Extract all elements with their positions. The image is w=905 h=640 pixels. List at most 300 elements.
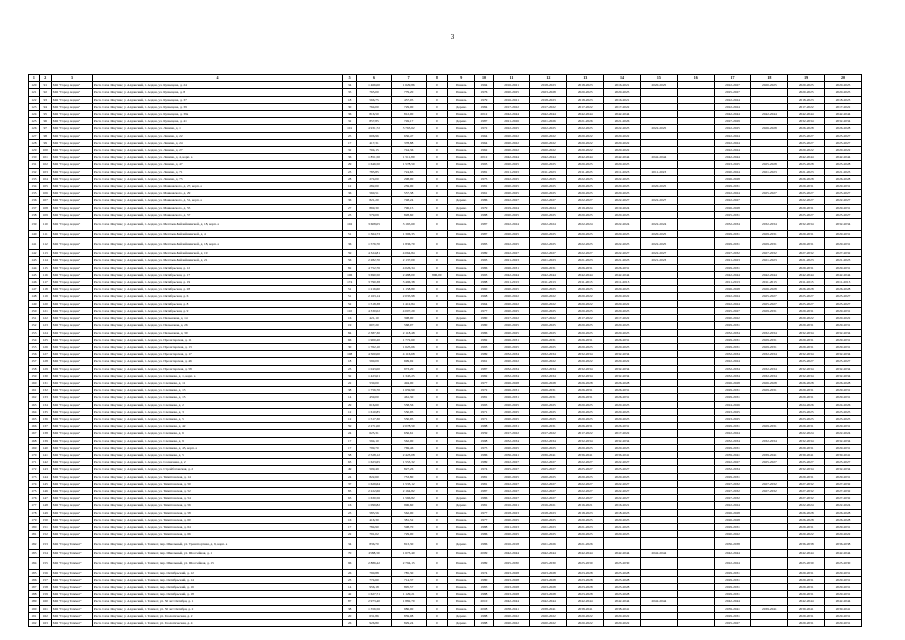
table-cell: 2020-2022 [825, 315, 862, 322]
table-cell: Респ. Саха /Якутия/, у. Алданский, г. Алдан, ул. Пальмовая, д. 26 [92, 322, 342, 329]
table-cell: 2026-2031 [530, 264, 567, 271]
table-cell: 0 [426, 175, 448, 182]
table-cell [677, 372, 714, 379]
table-cell: 2029-2031 [751, 336, 788, 343]
table-cell: 2025-2027 [788, 293, 825, 300]
table-cell: 2042-2044 [751, 111, 788, 118]
table-cell: 38 [343, 387, 357, 394]
table-cell: Панель [448, 307, 475, 314]
table-cell: 156 [29, 351, 40, 358]
table-cell [751, 516, 788, 523]
table-cell: 2042-2044 [567, 598, 604, 605]
table-cell: МО "Город Алдан" [51, 401, 92, 408]
table-cell [677, 569, 714, 576]
table-cell: 2026-2031 [530, 336, 567, 343]
table-cell [640, 161, 677, 168]
table-cell: 176 [29, 495, 40, 502]
table-cell: 2026-2028 [714, 286, 751, 293]
table-cell: 2026-2031 [604, 394, 641, 401]
table-cell: 2029-2031 [714, 264, 751, 271]
table-cell: 2 271,00 [357, 423, 392, 430]
table-cell: 2029-2031 [788, 394, 825, 401]
table-cell: 1 099,82 [357, 502, 392, 509]
table-cell: 2022-2025 [530, 238, 567, 250]
table-cell: 1 518,38 [357, 300, 392, 307]
table-row [29, 336, 862, 343]
table-cell: 2020-2025 [567, 408, 604, 415]
table-cell: 2020-2022 [567, 293, 604, 300]
table-cell: 1 511,80 [391, 154, 426, 161]
table-cell: 2020-2022 [567, 620, 604, 627]
table-cell: 2026-2028 [788, 509, 825, 516]
table-cell: МО "Город Алдан" [51, 264, 92, 271]
table-cell: Дерево [448, 495, 475, 502]
table-cell [751, 154, 788, 161]
table-cell: 2021-2026 [604, 118, 641, 125]
table-cell: 1977 [475, 516, 493, 523]
table-cell: 1994 [475, 82, 493, 89]
table-cell: 2039-2041 [714, 451, 751, 458]
table-cell: 2020-2025 [604, 190, 641, 197]
table-cell: 2029-2031 [714, 238, 751, 250]
table-cell: 2029-2031 [788, 343, 825, 350]
table-cell: 2027-2032 [714, 495, 751, 502]
table-cell: 0 [426, 598, 448, 605]
table-cell: 2042-2044 [530, 154, 567, 161]
table-cell [640, 351, 677, 358]
table-cell: Респ. Саха /Якутия/, у. Алданский, г. Алдан, ул. Октябрьская, д. 8 [92, 300, 342, 307]
table-cell [640, 451, 677, 458]
table-cell: Панель [448, 111, 475, 118]
table-cell: 1989 [475, 250, 493, 257]
table-cell: 2011-2023 [567, 168, 604, 175]
table-cell: МО "Город Алдан" [51, 509, 92, 516]
table-cell: 2020-2025 [567, 161, 604, 168]
table-cell [677, 358, 714, 365]
table-cell: 1 882,70 [391, 598, 426, 605]
table-row [29, 576, 862, 583]
table-cell: 1982 [475, 336, 493, 343]
table-cell: 2020-2025 [530, 329, 567, 336]
table-cell: МО "Город Алдан" [51, 387, 92, 394]
table-cell: 1979 [475, 96, 493, 103]
table-cell: 2022-2024 [714, 96, 751, 103]
table-cell: Панель [448, 279, 475, 286]
table-cell: 0 [426, 139, 448, 146]
table-cell [751, 183, 788, 190]
table-cell [640, 466, 677, 473]
table-cell: 120 [39, 300, 51, 307]
table-cell: 550,95 [391, 408, 426, 415]
table-cell: Респ. Саха /Якутия/, у. Алданский, г. Алдан, ул. Слепнева, д. 42 [92, 423, 342, 430]
table-cell: 2020-2022 [604, 293, 641, 300]
table-cell: МО "Город Алдан" [51, 423, 92, 430]
table-cell [640, 557, 677, 569]
table-cell: 23 [343, 168, 357, 175]
table-cell: 2 886,42 [357, 557, 392, 569]
table-cell: 100 [39, 147, 51, 154]
table-cell: 2036-2038 [825, 538, 862, 550]
table-cell: 125 [39, 336, 51, 343]
table-cell: 2020-2022 [714, 531, 751, 538]
table-cell: 2026-2028 [788, 379, 825, 386]
table-cell: 164 [29, 408, 40, 415]
table-cell: 1 356,56 [357, 605, 392, 612]
table-cell: 2032-2034 [751, 351, 788, 358]
table-cell: 2016-2021 [567, 502, 604, 509]
table-cell: 186 [29, 576, 40, 583]
table-cell: Дерево [448, 204, 475, 211]
table-cell: 2026-2028 [825, 125, 862, 132]
table-cell: 2022-2027 [567, 480, 604, 487]
table-cell: Панель [448, 250, 475, 257]
table-cell: 0 [426, 466, 448, 473]
table-cell: 2027-2032 [788, 495, 825, 502]
table-cell: 2022-2024 [714, 502, 751, 509]
table-cell: Панель [448, 372, 475, 379]
table-cell: 36 [343, 154, 357, 161]
table-cell: МО "Город Алдан" [51, 473, 92, 480]
table-cell: 2020-2025 [493, 516, 530, 523]
table-cell: 4 752,76 [357, 264, 392, 271]
table-cell: 0 [426, 451, 448, 458]
table-cell: 2020-2022 [825, 531, 862, 538]
column-header: 20 [825, 75, 862, 82]
table-cell: 3 763,62 [391, 125, 426, 132]
table-cell: 131 [39, 379, 51, 386]
table-cell: 2021-2023 [825, 257, 862, 264]
table-cell: 171 [29, 459, 40, 466]
table-cell: 2022-2027 [530, 480, 567, 487]
table-cell: 2032-2034 [604, 365, 641, 372]
table-cell: 1 216,60 [357, 286, 392, 293]
table-cell: 111 [39, 231, 51, 238]
table-cell: 12 [343, 408, 357, 415]
table-cell: 2029-2031 [788, 473, 825, 480]
table-cell: Панель [448, 351, 475, 358]
table-cell: Панель [448, 550, 475, 557]
table-cell: 1 659,90 [391, 387, 426, 394]
column-header: 1 [29, 75, 40, 82]
table-cell: 91 [39, 82, 51, 89]
table-cell: 2025-2027 [567, 466, 604, 473]
table-cell: 2032-2034 [714, 329, 751, 336]
table-cell: 20 [343, 612, 357, 619]
table-cell: 1 423,01 [357, 372, 392, 379]
table-cell [677, 322, 714, 329]
table-row [29, 204, 862, 211]
table-cell: 93 [39, 96, 51, 103]
table-cell: Респ. Саха /Якутия/, у. Алданский, г. Алдан, ул. Ленина, д. 71 [92, 168, 342, 175]
table-cell: 2025-2027 [714, 620, 751, 627]
table-cell: 0 [426, 538, 448, 550]
table-cell: 0 [426, 576, 448, 583]
table-cell: 2020-2025 [567, 231, 604, 238]
table-cell: 2020-2025 [530, 231, 567, 238]
table-cell: 2029-2031 [788, 584, 825, 591]
table-cell: 18 [343, 96, 357, 103]
table-cell [677, 336, 714, 343]
table-cell: 2029-2031 [788, 307, 825, 314]
table-cell: 2024-2026 [825, 401, 862, 408]
table-cell: 2020-2025 [567, 190, 604, 197]
table-cell: 0 [426, 204, 448, 211]
table-cell [751, 531, 788, 538]
table-cell: Респ. Саха /Якутия/, у. Алданский, г. Алдан, ул. Октябрьская, д. 17 [92, 271, 342, 278]
table-cell: 159 [39, 591, 51, 598]
table-cell: 2022-2024 [604, 219, 641, 231]
table-cell: 2020-2025 [493, 211, 530, 218]
table-cell: 791,02 [357, 531, 392, 538]
table-cell: 51 [343, 293, 357, 300]
table-cell: 2022-2024 [714, 139, 751, 146]
table-cell [677, 257, 714, 264]
table-cell: 2042-2044 [788, 550, 825, 557]
table-cell: 2029-2031 [825, 322, 862, 329]
table-cell: 764,00 [357, 103, 392, 110]
table-cell: 2025-2030 [604, 557, 641, 569]
table-cell: 2020-2025 [604, 531, 641, 538]
table-cell: 2042-2044 [493, 271, 530, 278]
table-cell: 2021-2023 [493, 257, 530, 264]
table-cell: 2 118,48 [391, 329, 426, 336]
table-cell: 2020-2022 [493, 620, 530, 627]
table-cell: 0 [426, 495, 448, 502]
table-cell: 274,00 [357, 175, 392, 182]
table-cell [677, 430, 714, 437]
table-cell: Респ. Саха /Якутия/, у. Алданский, г. Алдан, ул. Маяковского, д. 27, корп. а [92, 183, 342, 190]
table-row [29, 257, 862, 264]
table-cell: 1971 [475, 415, 493, 422]
table-cell: 2026-2031 [604, 387, 641, 394]
table-cell: 2026-2028 [825, 379, 862, 386]
table-cell: 34 [343, 538, 357, 550]
table-cell: 2025-2027 [788, 300, 825, 307]
table-cell: 0 [426, 502, 448, 509]
table-cell: 1 043,00 [357, 365, 392, 372]
table-cell: 2020-2025 [604, 473, 641, 480]
table-cell: 96 [39, 118, 51, 125]
table-cell: 1986 [475, 495, 493, 502]
table-cell: 2016-2021 [604, 502, 641, 509]
table-cell: 159 [29, 372, 40, 379]
table-cell: 2023-2025 [714, 161, 751, 168]
table-row [29, 612, 862, 619]
table-cell: 2025-2027 [825, 293, 862, 300]
table-cell [751, 612, 788, 619]
table-cell: Панель [448, 343, 475, 350]
table-cell: 2029-2031 [751, 307, 788, 314]
table-cell: 1977 [475, 307, 493, 314]
table-cell: 136 [29, 197, 40, 204]
table-cell [640, 473, 677, 480]
table-cell: 2022-2027 [567, 459, 604, 466]
table-cell: 145 [29, 271, 40, 278]
table-cell: 2020-2025 [567, 329, 604, 336]
table-cell: 417,31 [357, 139, 392, 146]
table-row [29, 401, 862, 408]
table-cell: 2023-2028 [530, 569, 567, 576]
table-cell: 2042-2044 [825, 598, 862, 605]
table-cell: Респ. Саха /Якутия/, у. Алданский, г. Томмот, пер. Школьный, ул. Шоссейная, д. 15 [92, 557, 342, 569]
table-cell: 119 [39, 293, 51, 300]
table-cell: 4 116,68 [391, 351, 426, 358]
table-cell: 2023-2028 [493, 591, 530, 598]
table-cell: 530,00 [357, 379, 392, 386]
table-cell: 2027-2032 [714, 250, 751, 257]
table-row [29, 550, 862, 557]
table-cell: 97 [39, 125, 51, 132]
table-cell: МО "Город Алдан" [51, 336, 92, 343]
table-row [29, 264, 862, 271]
table-cell: 0 [426, 620, 448, 627]
table-cell: 2029-2031 [788, 204, 825, 211]
table-cell: 2032-2034 [604, 372, 641, 379]
column-header: 19 [788, 75, 825, 82]
table-cell: 2020-2022 [604, 139, 641, 146]
table-cell: 12 [343, 183, 357, 190]
table-cell: 153 [39, 538, 51, 550]
table-cell: 135 [39, 408, 51, 415]
table-cell: 0 [426, 557, 448, 569]
table-cell: 2032-2034 [825, 365, 862, 372]
table-cell [640, 408, 677, 415]
table-cell: 2017-2022 [493, 315, 530, 322]
table-cell: 2032-2034 [825, 219, 862, 231]
table-cell: 2024-2026 [788, 401, 825, 408]
table-cell: 2029-2031 [788, 336, 825, 343]
table-cell [640, 372, 677, 379]
table-cell: 2025-2027 [604, 466, 641, 473]
table-cell: 2032-2034 [825, 118, 862, 125]
table-body [29, 82, 862, 627]
table-cell: 0 [426, 394, 448, 401]
table-cell: 2020-2025 [567, 211, 604, 218]
table-row [29, 473, 862, 480]
table-cell: Панель [448, 286, 475, 293]
table-cell: 153 [29, 329, 40, 336]
table-cell: Панель [448, 183, 475, 190]
table-cell: 2012 [475, 111, 493, 118]
table-cell: 17 [343, 523, 357, 530]
table-cell: 2029-2031 [825, 423, 862, 430]
table-cell: Респ. Саха /Якутия/, у. Алданский, г. Томмот, пер. Школьный, ул. Транспортная, д. 9, корп. а [92, 538, 342, 550]
table-cell: 2020-2025 [493, 307, 530, 314]
table-cell: 2026-2028 [825, 286, 862, 293]
table-cell: 590,09 [357, 358, 392, 365]
table-cell: 161 [39, 605, 51, 612]
table-cell: 1988 [475, 211, 493, 218]
table-row [29, 372, 862, 379]
table-cell [677, 612, 714, 619]
table-row [29, 197, 862, 204]
table-cell [640, 591, 677, 598]
table-cell: 1986 [475, 264, 493, 271]
table-cell: 2021-2023 [788, 257, 825, 264]
table-cell: 2017-2022 [604, 103, 641, 110]
table-cell: 2026-2028 [788, 125, 825, 132]
table-cell: 84 [343, 329, 357, 336]
table-cell: 2029-2031 [825, 231, 862, 238]
table-cell: 1961 [475, 190, 493, 197]
table-cell: 2020-2025 [604, 183, 641, 190]
table-cell [751, 401, 788, 408]
table-cell: 0 [426, 569, 448, 576]
table-cell: 2020-2022 [493, 612, 530, 619]
table-row [29, 531, 862, 538]
table-cell: 2020-2022 [530, 132, 567, 139]
table-cell: 175 [29, 487, 40, 494]
table-cell: 2042-2044 [604, 154, 641, 161]
table-cell: 2022-2025 [604, 238, 641, 250]
table-cell: 2026-2031 [493, 394, 530, 401]
table-cell: 2020-2025 [825, 89, 862, 96]
table-cell: 2020-2025 [567, 183, 604, 190]
table-cell: 37 [343, 480, 357, 487]
table-cell: 895,57 [391, 584, 426, 591]
table-cell: 282,00 [357, 183, 392, 190]
table-row [29, 459, 862, 466]
table-cell [640, 147, 677, 154]
table-cell: 2018-2023 [567, 96, 604, 103]
table-cell: 1 629,86 [391, 82, 426, 89]
table-cell: МО "Город Алдан" [51, 279, 92, 286]
table-cell: Респ. Саха /Якутия/, у. Алданский, г. Алдан, ул. Солнечная, д. 2 [92, 459, 342, 466]
table-cell: 2029-2031 [714, 591, 751, 598]
table-cell: 2020-2025 [493, 322, 530, 329]
table-cell: МО "Город Алдан" [51, 293, 92, 300]
table-cell: 2022-2027 [604, 480, 641, 487]
table-cell: 2022-2027 [604, 459, 641, 466]
table-cell: 2025-2027 [493, 466, 530, 473]
table-cell [677, 315, 714, 322]
table-cell: 0 [426, 307, 448, 314]
table-cell [640, 437, 677, 444]
table-cell: МО "Город Алдан" [51, 111, 92, 118]
table-cell [677, 576, 714, 583]
table-row [29, 286, 862, 293]
table-cell [640, 365, 677, 372]
table-cell: Панель [448, 387, 475, 394]
table-cell: 2020-2022 [567, 147, 604, 154]
table-cell: Панель [448, 219, 475, 231]
table-cell: 157 [29, 358, 40, 365]
table-cell: 2027-2032 [751, 250, 788, 257]
table-cell [751, 204, 788, 211]
table-cell: МО "Город Алдан" [51, 183, 92, 190]
table-cell: 191 [29, 612, 40, 619]
table-cell: 0 [426, 219, 448, 231]
table-cell: 1 466,00 [357, 82, 392, 89]
table-cell: Респ. Саха /Якутия/, у. Алданский, г. Алдан, ул. Мечтаев-Байлейнинской, д. 19 [92, 250, 342, 257]
table-cell: Респ. Саха /Якутия/, у. Алданский, г. Алдан, ул. Пальмовая, д. 14 [92, 315, 342, 322]
table-cell: 378,88 [391, 139, 426, 146]
table-cell: 126 [39, 343, 51, 350]
table-cell: 2036-2041 [567, 451, 604, 458]
table-cell: 2021-2026 [530, 118, 567, 125]
table-cell: 16 [343, 516, 357, 523]
table-cell: 2021-2023 [604, 523, 641, 530]
table-cell: МО "Город Алдан" [51, 139, 92, 146]
table-cell: 827,26 [391, 466, 426, 473]
table-cell: 812,00 [391, 111, 426, 118]
table-cell: 2020-2025 [493, 473, 530, 480]
table-row [29, 408, 862, 415]
table-cell: 0 [426, 329, 448, 336]
table-cell: 146 [29, 279, 40, 286]
table-cell: МО "Город Томмот" [51, 584, 92, 591]
table-cell [677, 516, 714, 523]
